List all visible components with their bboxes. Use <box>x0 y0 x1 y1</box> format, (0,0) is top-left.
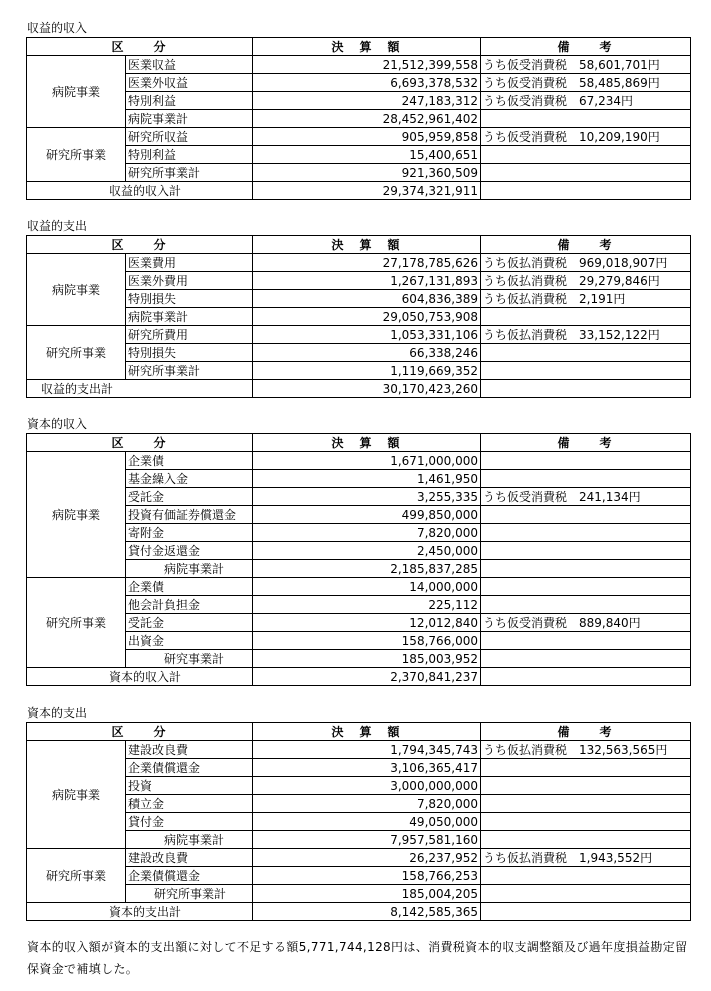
table-row <box>27 777 691 795</box>
row-item: 貸付金返還金 <box>126 542 253 560</box>
row-amount: 185,003,952 <box>253 650 481 668</box>
table-row <box>27 506 691 524</box>
table-row <box>27 867 691 885</box>
header-category: 区 分 <box>27 434 253 452</box>
table-row <box>27 344 691 362</box>
row-item: 特別損失 <box>126 290 253 308</box>
table-row <box>27 290 691 308</box>
row-amount: 158,766,253 <box>253 867 481 885</box>
footnote: 資本的収入額が資本的支出額に対して不足する額5,771,744,128円は、消費税資本的収支調整額及び過年度損益勘定留保資金で補填した。 <box>27 940 688 976</box>
row-remarks <box>481 164 691 182</box>
row-amount: 3,255,335 <box>253 488 481 506</box>
table-row <box>27 92 691 110</box>
table-row <box>27 74 691 92</box>
table-row <box>27 362 691 380</box>
header-amount: 決 算 額 <box>253 38 481 56</box>
table-row <box>27 56 691 74</box>
row-amount: 1,053,331,106 <box>253 326 481 344</box>
row-remarks <box>481 470 691 488</box>
table-row <box>27 452 691 470</box>
row-remarks <box>481 759 691 777</box>
row-item: 医業収益 <box>126 56 253 74</box>
row-amount: 185,004,205 <box>253 885 481 903</box>
total-label: 収益的収入計 <box>27 182 253 200</box>
row-remarks <box>481 344 691 362</box>
row-remarks <box>481 885 691 903</box>
row-item: 建設改良費 <box>126 849 253 867</box>
row-item: 投資 <box>126 777 253 795</box>
row-amount: 158,766,000 <box>253 632 481 650</box>
row-item: 特別損失 <box>126 344 253 362</box>
row-remarks <box>481 362 691 380</box>
revenue-expense-table <box>26 235 691 398</box>
total-row <box>27 182 691 200</box>
row-remarks: うち仮受消費税 58,601,701円 <box>481 56 691 74</box>
row-amount: 1,671,000,000 <box>253 452 481 470</box>
table-row <box>27 650 691 668</box>
header-row <box>27 236 691 254</box>
table-row <box>27 759 691 777</box>
row-amount: 225,112 <box>253 596 481 614</box>
table-row <box>27 146 691 164</box>
header-row <box>27 38 691 56</box>
row-remarks <box>481 524 691 542</box>
group-label: 研究所事業 <box>27 849 126 903</box>
header-remarks: 備 考 <box>481 723 691 741</box>
row-remarks: うち仮払消費税 33,152,122円 <box>481 326 691 344</box>
table-row <box>27 614 691 632</box>
row-remarks: うち仮受消費税 58,485,869円 <box>481 74 691 92</box>
row-item: 研究所事業計 <box>126 362 253 380</box>
group-label: 病院事業 <box>27 452 126 578</box>
row-item: 企業債 <box>126 452 253 470</box>
total-row <box>27 380 691 398</box>
row-remarks <box>481 146 691 164</box>
total-label: 資本的支出計 <box>27 903 253 921</box>
row-remarks <box>481 560 691 578</box>
header-amount: 決 算 額 <box>253 723 481 741</box>
table-row <box>27 849 691 867</box>
row-remarks <box>481 506 691 524</box>
row-item: 他会計負担金 <box>126 596 253 614</box>
row-amount: 604,836,389 <box>253 290 481 308</box>
row-amount: 3,000,000,000 <box>253 777 481 795</box>
header-row <box>27 723 691 741</box>
row-amount: 2,450,000 <box>253 542 481 560</box>
total-label: 資本的収入計 <box>27 668 253 686</box>
table-row <box>27 272 691 290</box>
row-amount: 49,050,000 <box>253 813 481 831</box>
row-item: 研究所事業計 <box>126 885 253 903</box>
row-amount: 1,119,669,352 <box>253 362 481 380</box>
row-remarks <box>481 578 691 596</box>
total-remarks <box>481 182 691 200</box>
header-category: 区 分 <box>27 723 253 741</box>
row-remarks: うち仮払消費税 1,943,552円 <box>481 849 691 867</box>
header-amount: 決 算 額 <box>253 236 481 254</box>
total-amount: 8,142,585,365 <box>253 903 481 921</box>
group-label: 研究所事業 <box>27 326 126 380</box>
row-amount: 29,050,753,908 <box>253 308 481 326</box>
row-item: 病院事業計 <box>126 831 253 849</box>
row-item: 研究所事業計 <box>126 164 253 182</box>
table-row <box>27 741 691 759</box>
row-remarks <box>481 777 691 795</box>
row-amount: 905,959,858 <box>253 128 481 146</box>
total-amount: 30,170,423,260 <box>253 380 481 398</box>
revenue-income-table <box>26 37 691 200</box>
row-item: 寄附金 <box>126 524 253 542</box>
row-remarks: うち仮受消費税 889,840円 <box>481 614 691 632</box>
table-row <box>27 128 691 146</box>
row-item: 医業費用 <box>126 254 253 272</box>
row-amount: 7,957,581,160 <box>253 831 481 849</box>
table-row <box>27 110 691 128</box>
total-remarks <box>481 903 691 921</box>
row-amount: 1,794,345,743 <box>253 741 481 759</box>
row-remarks <box>481 632 691 650</box>
row-item: 企業債 <box>126 578 253 596</box>
row-item: 建設改良費 <box>126 741 253 759</box>
row-amount: 21,512,399,558 <box>253 56 481 74</box>
header-remarks: 備 考 <box>481 434 691 452</box>
total-label: 収益的支出計 <box>27 380 253 398</box>
section-title-revenue-income: 収益的収入 <box>27 21 88 35</box>
total-amount: 29,374,321,911 <box>253 182 481 200</box>
row-item: 積立金 <box>126 795 253 813</box>
row-item: 研究所費用 <box>126 326 253 344</box>
table-row <box>27 164 691 182</box>
row-amount: 14,000,000 <box>253 578 481 596</box>
table-row <box>27 542 691 560</box>
row-amount: 26,237,952 <box>253 849 481 867</box>
row-item: 特別利益 <box>126 92 253 110</box>
total-remarks <box>481 380 691 398</box>
row-item: 研究事業計 <box>126 650 253 668</box>
total-row <box>27 903 691 921</box>
table-row <box>27 254 691 272</box>
table-row <box>27 831 691 849</box>
row-item: 受託金 <box>126 614 253 632</box>
row-remarks <box>481 542 691 560</box>
row-amount: 247,183,312 <box>253 92 481 110</box>
table-row <box>27 470 691 488</box>
header-remarks: 備 考 <box>481 236 691 254</box>
row-amount: 12,012,840 <box>253 614 481 632</box>
row-item: 研究所収益 <box>126 128 253 146</box>
row-amount: 66,338,246 <box>253 344 481 362</box>
header-row <box>27 434 691 452</box>
header-amount: 決 算 額 <box>253 434 481 452</box>
capital-expense-table <box>26 722 691 921</box>
row-item: 医業外費用 <box>126 272 253 290</box>
table-row <box>27 326 691 344</box>
row-amount: 7,820,000 <box>253 795 481 813</box>
total-amount: 2,370,841,237 <box>253 668 481 686</box>
table-row <box>27 813 691 831</box>
row-amount: 28,452,961,402 <box>253 110 481 128</box>
group-label: 病院事業 <box>27 56 126 128</box>
table-row <box>27 632 691 650</box>
row-remarks <box>481 795 691 813</box>
section-title-capital-income: 資本的収入 <box>27 417 88 431</box>
header-category: 区 分 <box>27 236 253 254</box>
row-item: 企業債償還金 <box>126 759 253 777</box>
row-remarks <box>481 596 691 614</box>
row-item: 病院事業計 <box>126 308 253 326</box>
row-amount: 2,185,837,285 <box>253 560 481 578</box>
row-remarks <box>481 110 691 128</box>
row-remarks: うち仮受消費税 10,209,190円 <box>481 128 691 146</box>
row-item: 企業債償還金 <box>126 867 253 885</box>
row-amount: 6,693,378,532 <box>253 74 481 92</box>
table-row <box>27 560 691 578</box>
row-item: 出資金 <box>126 632 253 650</box>
row-item: 病院事業計 <box>126 560 253 578</box>
total-remarks <box>481 668 691 686</box>
table-row <box>27 488 691 506</box>
row-amount: 15,400,651 <box>253 146 481 164</box>
row-item: 病院事業計 <box>126 110 253 128</box>
row-amount: 1,267,131,893 <box>253 272 481 290</box>
row-remarks: うち仮払消費税 2,191円 <box>481 290 691 308</box>
table-row <box>27 308 691 326</box>
table-row <box>27 578 691 596</box>
table-row <box>27 596 691 614</box>
row-remarks: うち仮受消費税 67,234円 <box>481 92 691 110</box>
row-amount: 27,178,785,626 <box>253 254 481 272</box>
group-label: 病院事業 <box>27 741 126 849</box>
table-row <box>27 524 691 542</box>
section-title-revenue-expense: 収益的支出 <box>27 219 88 233</box>
row-remarks: うち仮受消費税 241,134円 <box>481 488 691 506</box>
row-remarks: うち仮払消費税 132,563,565円 <box>481 741 691 759</box>
row-item: 特別利益 <box>126 146 253 164</box>
row-remarks: うち仮払消費税 29,279,846円 <box>481 272 691 290</box>
table-row <box>27 795 691 813</box>
section-title-capital-expense: 資本的支出 <box>27 706 88 720</box>
row-item: 基金繰入金 <box>126 470 253 488</box>
capital-income-table <box>26 433 691 686</box>
row-remarks: うち仮払消費税 969,018,907円 <box>481 254 691 272</box>
row-amount: 1,461,950 <box>253 470 481 488</box>
row-amount: 921,360,509 <box>253 164 481 182</box>
row-amount: 499,850,000 <box>253 506 481 524</box>
group-label: 研究所事業 <box>27 128 126 182</box>
row-item: 医業外収益 <box>126 74 253 92</box>
row-amount: 3,106,365,417 <box>253 759 481 777</box>
row-item: 受託金 <box>126 488 253 506</box>
row-remarks <box>481 831 691 849</box>
row-amount: 7,820,000 <box>253 524 481 542</box>
row-remarks <box>481 867 691 885</box>
row-item: 貸付金 <box>126 813 253 831</box>
table-row <box>27 885 691 903</box>
row-remarks <box>481 452 691 470</box>
group-label: 病院事業 <box>27 254 126 326</box>
header-category: 区 分 <box>27 38 253 56</box>
row-remarks <box>481 650 691 668</box>
row-item: 投資有価証券償還金 <box>126 506 253 524</box>
row-remarks <box>481 813 691 831</box>
total-row <box>27 668 691 686</box>
header-remarks: 備 考 <box>481 38 691 56</box>
group-label: 研究所事業 <box>27 578 126 668</box>
row-remarks <box>481 308 691 326</box>
